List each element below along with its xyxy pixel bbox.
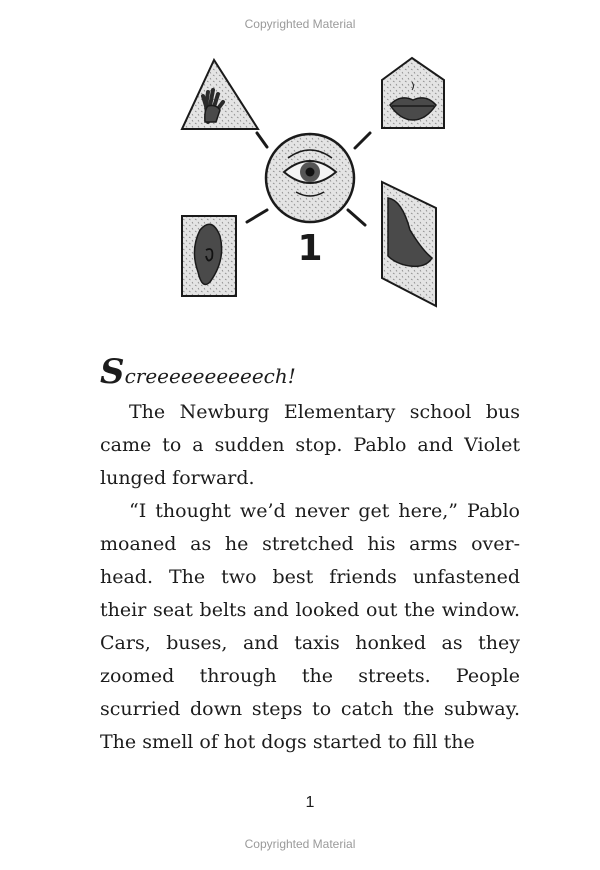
page-number: 1 xyxy=(305,794,315,811)
opening-word: creeeeeeeeeech! xyxy=(124,364,296,388)
copyright-watermark-top: Copyrighted Material xyxy=(244,17,356,31)
copyright-watermark-bottom: Copyrighted Material xyxy=(244,837,356,851)
paragraph: “I thought we’d never get here,” Pablo moaned as he stretched his arms overhead. The two best friends unfastened their seat belts and looked out the window. Cars, buses, and taxis honked as they zoomed through the streets. People scurried down steps to catch the subway. The smell of hot dogs started to fill the xyxy=(100,500,520,753)
drop-cap: S xyxy=(100,352,125,392)
lips-taste-icon xyxy=(382,58,444,128)
ear-hearing-icon xyxy=(182,216,236,296)
eye-sight-icon xyxy=(266,134,354,222)
chapter-number: 1 xyxy=(297,228,323,269)
nose-smell-icon xyxy=(382,182,436,306)
hand-touch-icon xyxy=(182,60,258,129)
paragraph: The Newburg Elementary school bus came to a sudden stop. Pablo and Violet lunged forward. xyxy=(100,401,520,489)
senses-illustration xyxy=(170,50,450,312)
body-text xyxy=(100,396,520,759)
opening-line xyxy=(100,352,520,392)
